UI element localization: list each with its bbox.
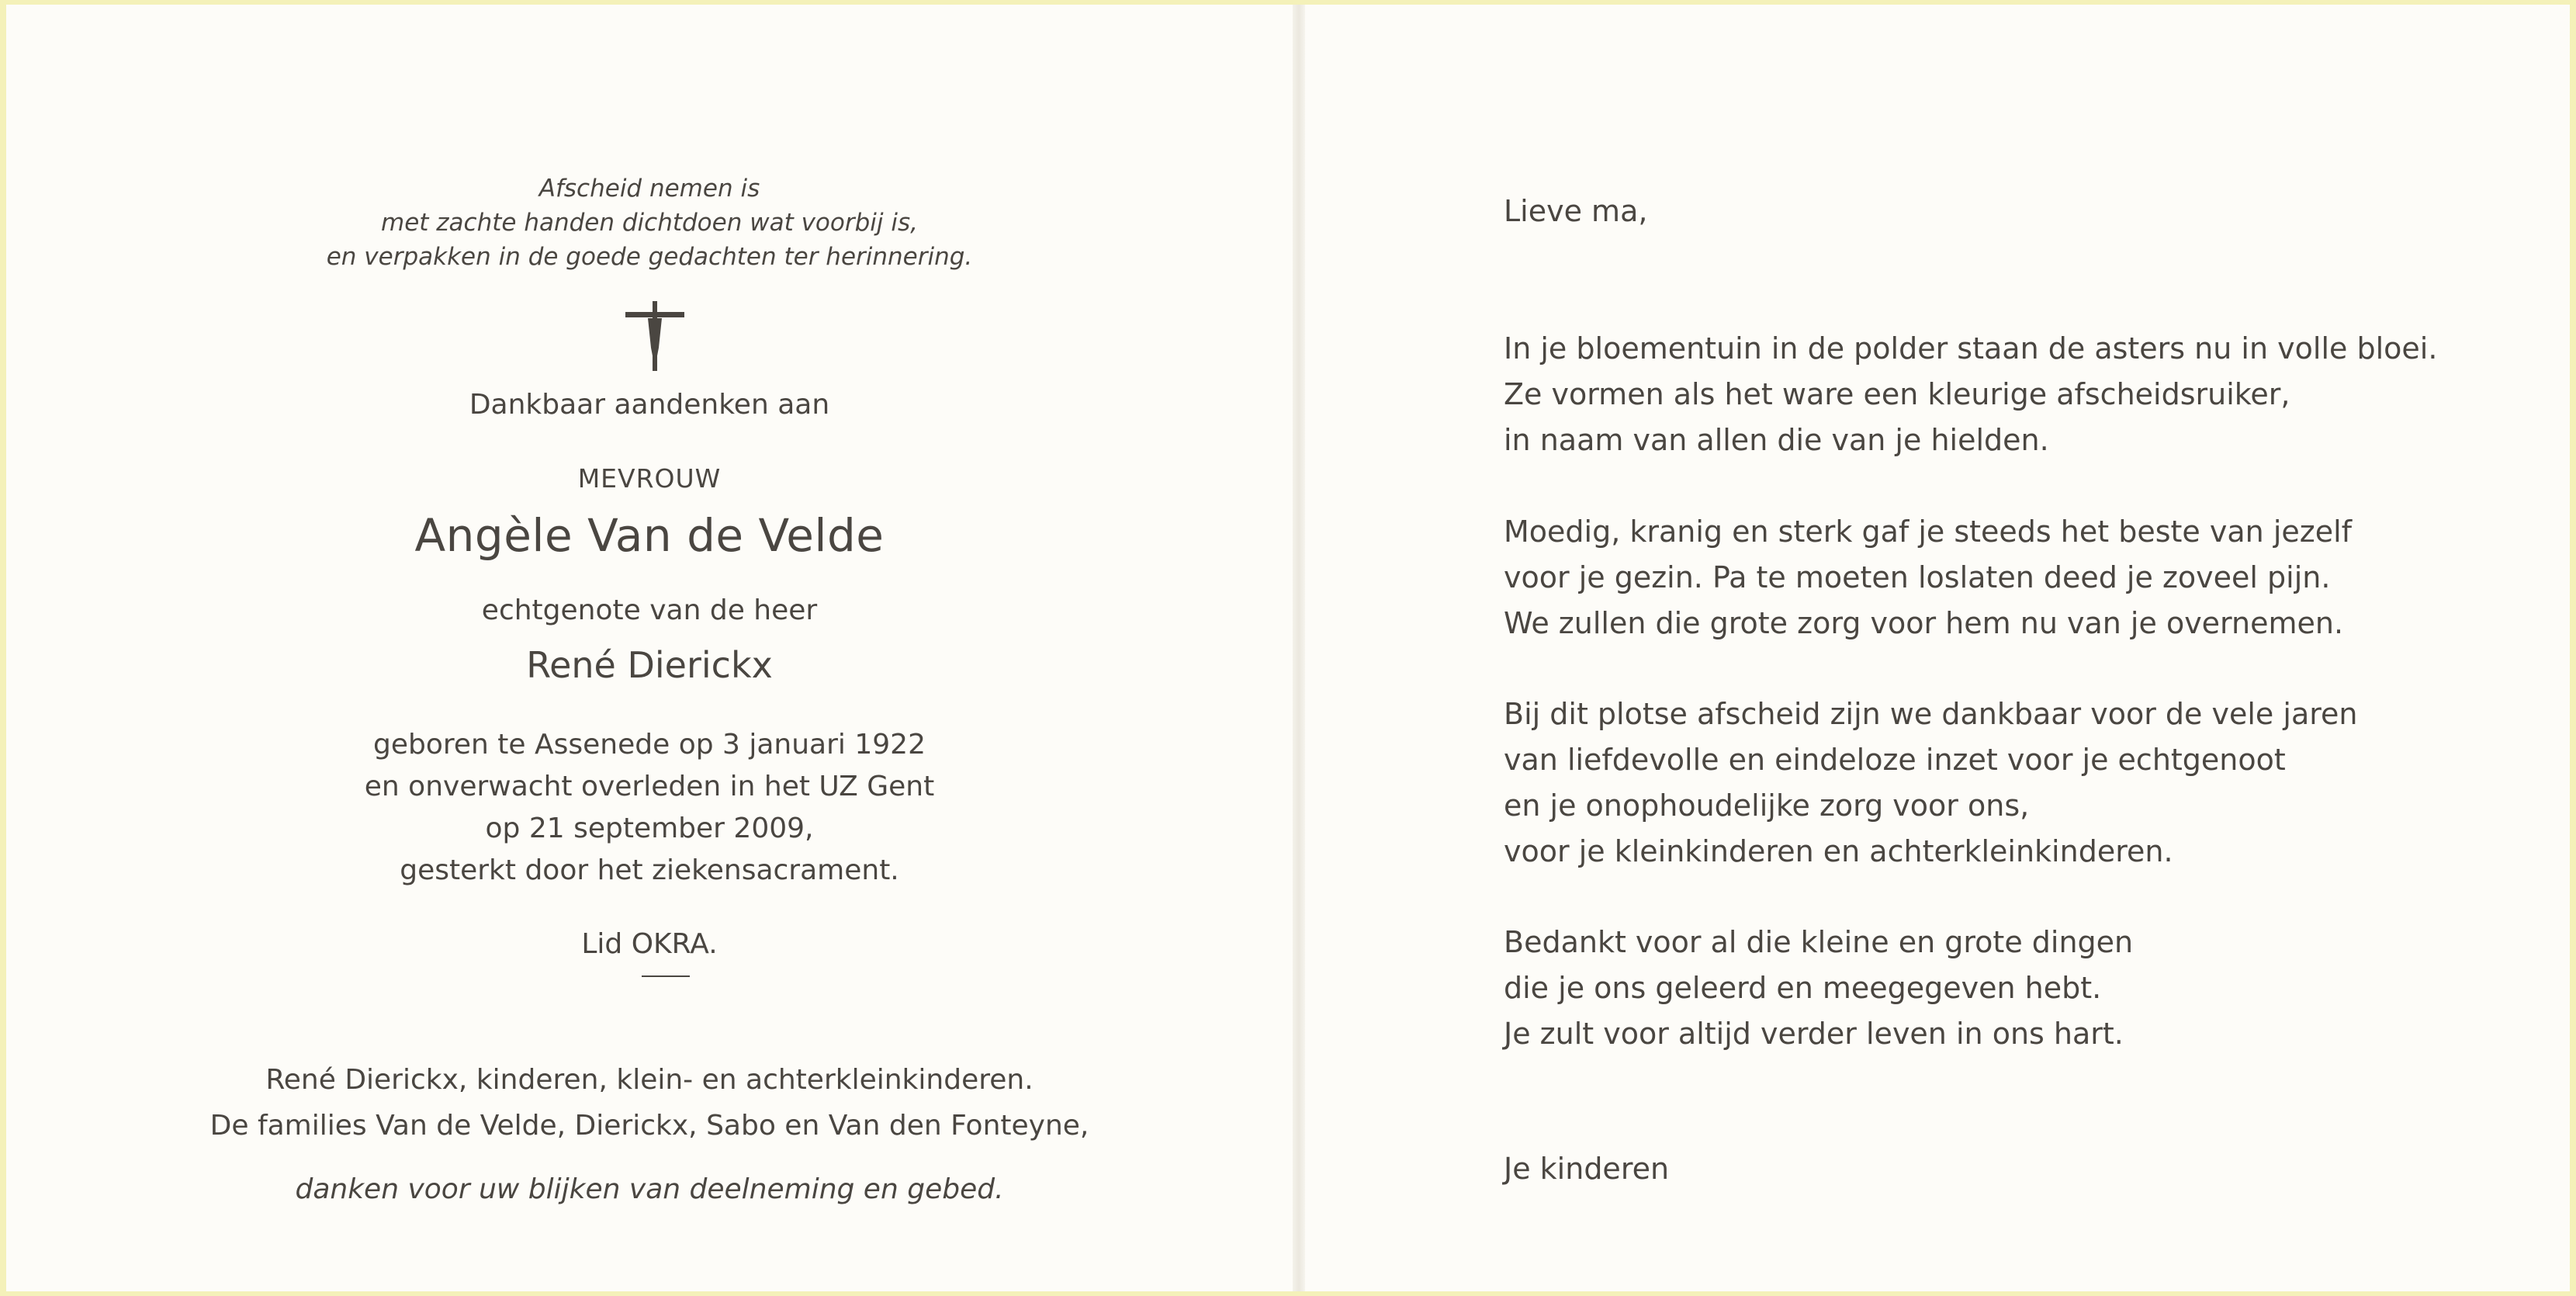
paragraph-line: van liefdevolle en eindeloze inzet voor je echtgenoot (1504, 743, 2286, 777)
card-fold (1293, 5, 1305, 1291)
paragraph-3 (1504, 691, 2357, 875)
paragraph-line: Bij dit plotse afscheid zijn we dankbaar voor de vele jaren (1504, 697, 2358, 731)
spouse-name: René Dierickx (526, 644, 773, 686)
spouse-intro: echtgenote van de heer (481, 594, 818, 626)
title-mevrouw: MEVROUW (577, 463, 722, 494)
paragraph-1 (1504, 326, 2437, 463)
deceased-name: Angèle Van de Velde (414, 509, 885, 562)
detail-line-4: gesterkt door het ziekensacrament. (400, 854, 899, 886)
verse-line-1: Afscheid nemen is (538, 175, 760, 203)
family-line-1: René Dierickx, kinderen, klein- en achterkleinkinderen. (265, 1064, 1034, 1096)
paragraph-line: Ze vormen als het ware een kleurige afscheidsruiker, (1504, 377, 2290, 411)
paragraph-line: die je ons geleerd en meegegeven hebt. (1504, 971, 2102, 1005)
right-panel (1305, 5, 2570, 1291)
crucifix-icon (625, 301, 685, 373)
paragraph-line: Je zult voor altijd verder leven in ons hart. (1504, 1017, 2124, 1051)
intro-text: Dankbaar aandenken aan (469, 389, 830, 421)
thanks-text: danken voor uw blijken van deelneming en gebed. (295, 1173, 1004, 1205)
paragraph-line: voor je kleinkinderen en achterkleinkinderen. (1504, 834, 2173, 868)
detail-line-1: geboren te Assenede op 3 januari 1922 (373, 729, 926, 761)
salutation: Lieve ma, (1504, 194, 1648, 228)
paragraph-line: We zullen die grote zorg voor hem nu van je overnemen. (1504, 606, 2344, 640)
memorial-card (6, 5, 2570, 1291)
left-panel (6, 5, 1293, 1291)
separator-dash (642, 975, 690, 977)
verse-line-2: met zachte handen dichtdoen wat voorbij is, (381, 209, 918, 237)
paragraph-line: in naam van allen die van je hielden. (1504, 423, 2049, 457)
paragraph-line: voor je gezin. Pa te moeten loslaten deed je zoveel pijn. (1504, 560, 2331, 594)
paragraph-line: Moedig, kranig en sterk gaf je steeds het beste van jezelf (1504, 515, 2353, 549)
paragraph-line: In je bloementuin in de polder staan de asters nu in volle bloei. (1504, 331, 2438, 366)
paragraph-2 (1504, 509, 2352, 646)
verse-line-3: en verpakken in de goede gedachten ter herinnering. (326, 243, 973, 271)
paragraph-line: en je onophoudelijke zorg voor ons, (1504, 788, 2030, 823)
detail-line-3: op 21 september 2009, (485, 813, 814, 844)
paragraph-4 (1504, 920, 2133, 1057)
signature: Je kinderen (1504, 1152, 1670, 1186)
paragraph-line: Bedankt voor al die kleine en grote dingen (1504, 925, 2134, 959)
family-line-2: De families Van de Velde, Dierickx, Sabo en Van den Fonteyne, (209, 1110, 1089, 1142)
detail-line-2: en onverwacht overleden in het UZ Gent (364, 771, 935, 802)
membership-text: Lid OKRA. (581, 928, 718, 960)
